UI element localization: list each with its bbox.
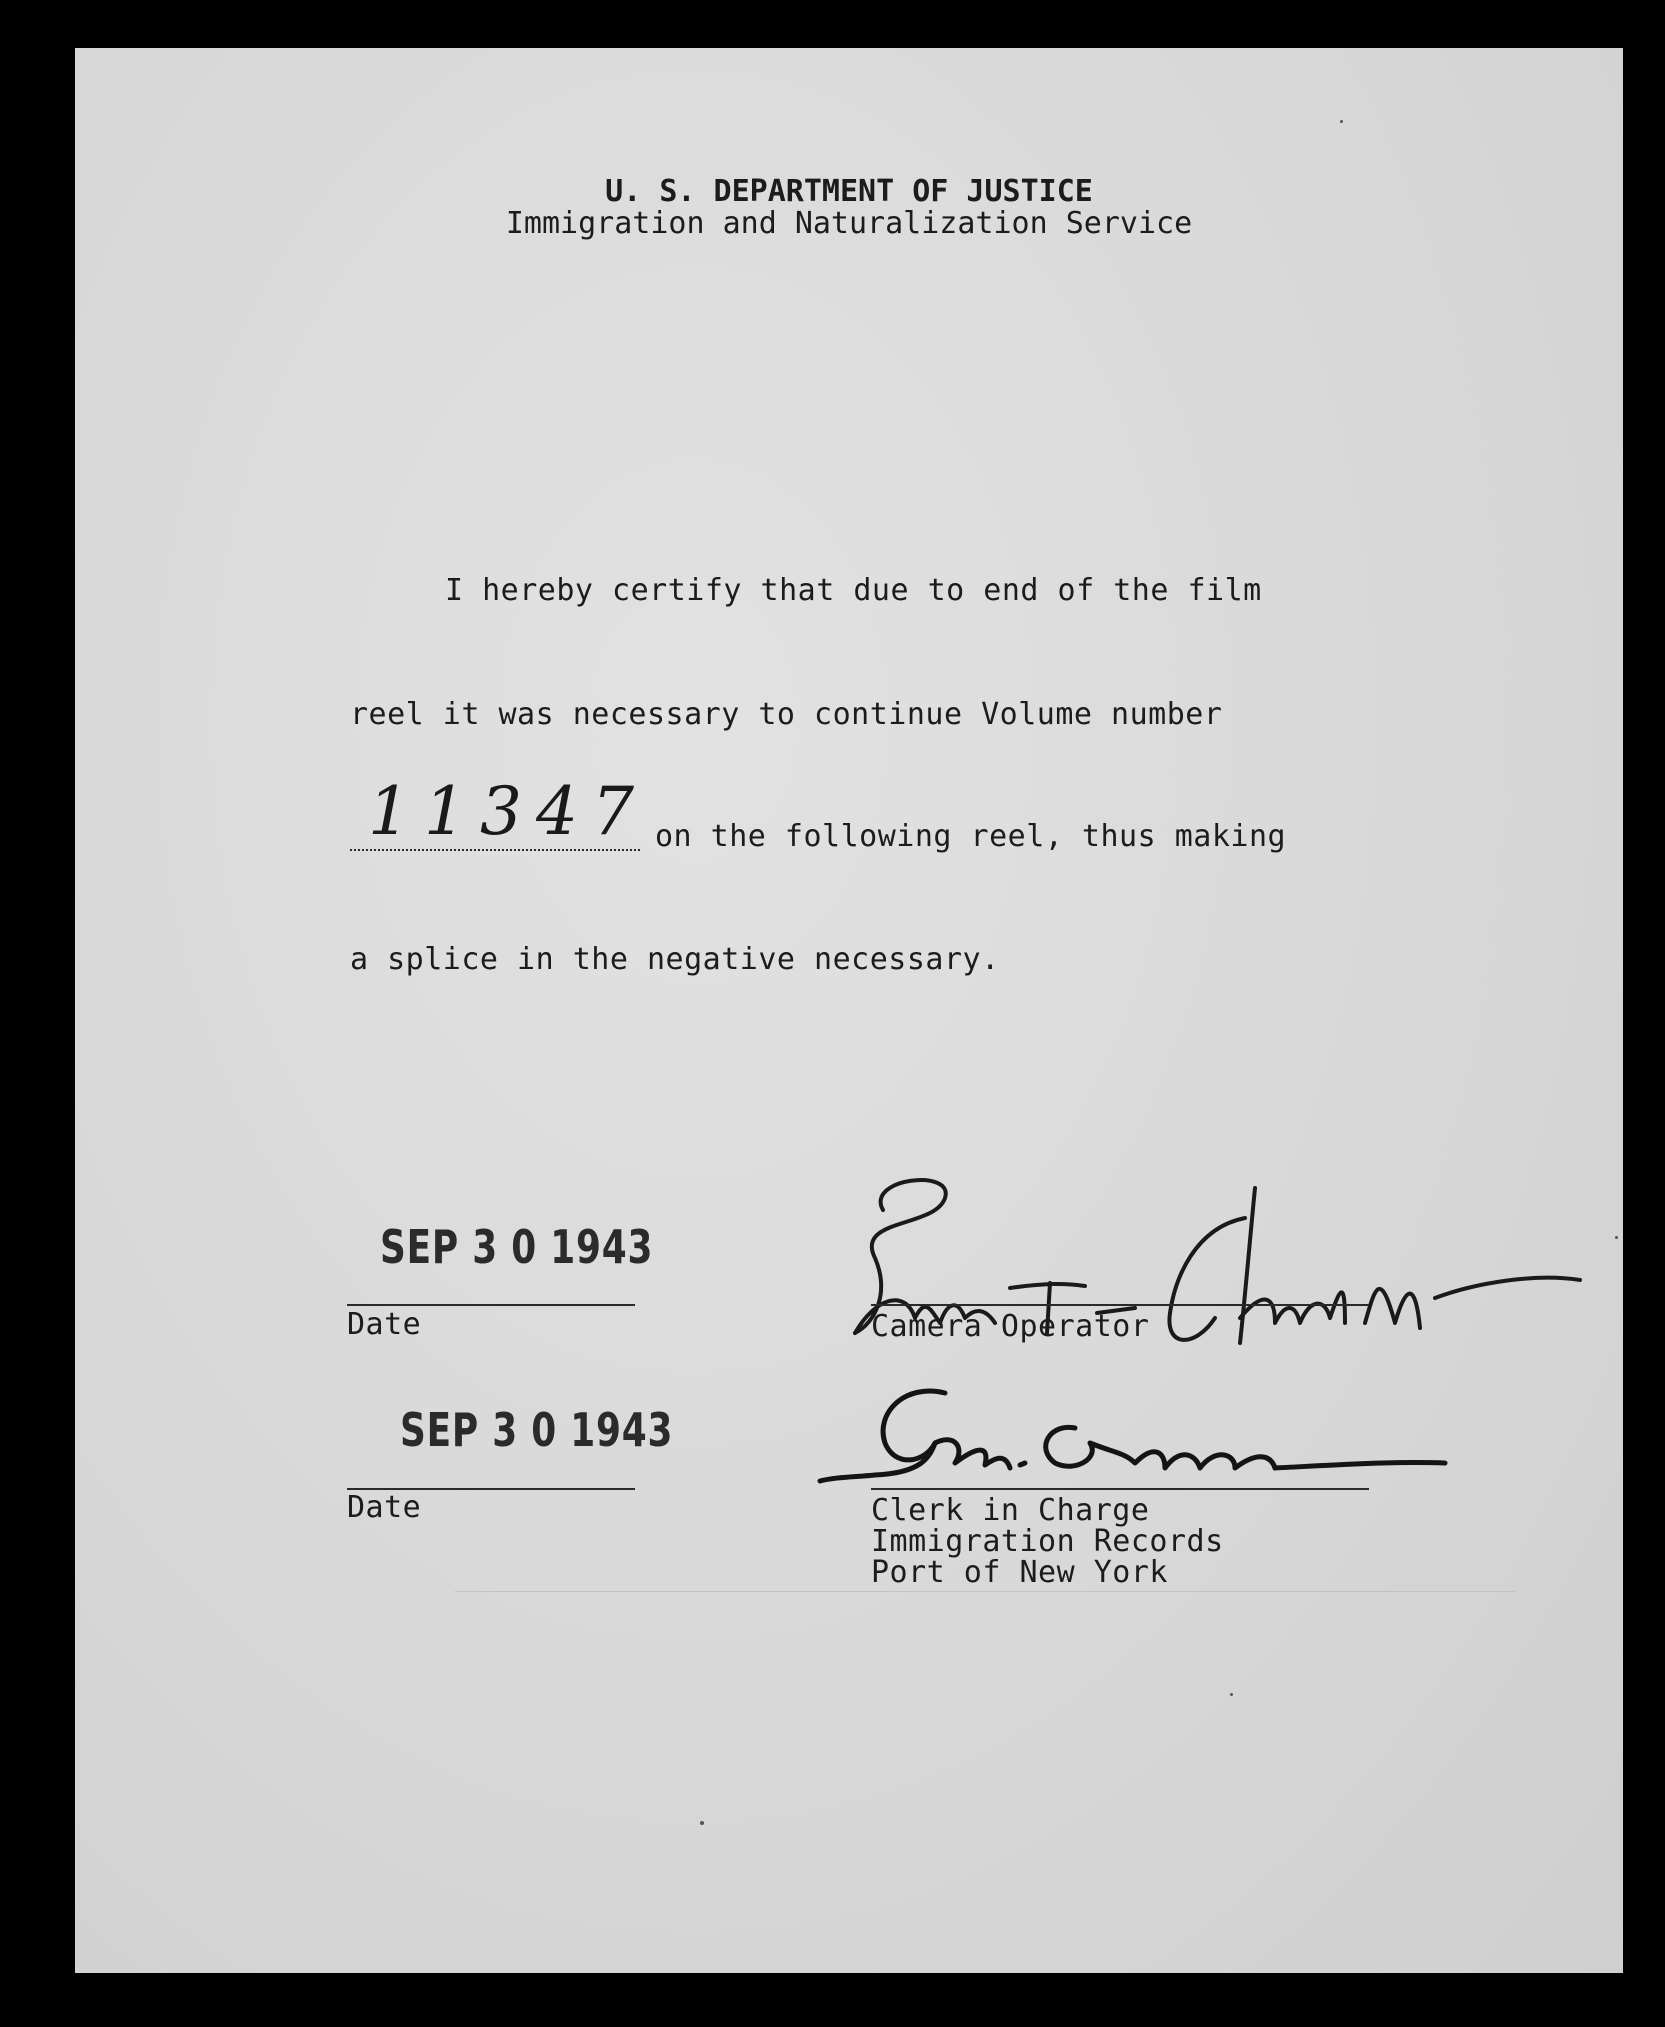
date-label-1: Date	[347, 1307, 422, 1342]
clerk-signature-line	[871, 1488, 1369, 1490]
volume-number-blank	[350, 849, 640, 851]
certify-line-2: reel it was necessary to continue Volume number	[350, 697, 1223, 732]
certify-line-3: on the following reel, thus making	[655, 819, 1287, 854]
certify-line-1: I hereby certify that due to end of the film	[445, 573, 1262, 608]
date-stamp-2: SEP 3 0 1943	[400, 1403, 674, 1457]
camera-operator-line	[871, 1304, 1369, 1306]
certify-line-4: a splice in the negative necessary.	[350, 942, 1000, 977]
dust-speck	[1230, 1693, 1233, 1696]
dust-speck	[1340, 120, 1343, 123]
faint-scan-line	[455, 1591, 1515, 1592]
clerk-title-3: Port of New York	[871, 1555, 1168, 1590]
camera-operator-label: Camera Operator	[871, 1309, 1150, 1344]
clerk-title-2: Immigration Records	[871, 1524, 1224, 1559]
dust-speck	[700, 1821, 704, 1825]
date-label-2: Date	[347, 1490, 422, 1525]
date-line-1	[347, 1304, 635, 1306]
clerk-title-1: Clerk in Charge	[871, 1493, 1150, 1528]
date-stamp-1: SEP 3 0 1943	[380, 1220, 654, 1274]
document-page	[75, 48, 1623, 1973]
dust-speck	[1615, 1236, 1618, 1239]
service-heading: Immigration and Naturalization Service	[505, 206, 1193, 241]
agency-heading: U. S. DEPARTMENT OF JUSTICE	[605, 174, 1093, 209]
volume-number-handwritten: 11347	[368, 773, 648, 850]
clerk-signature	[815, 1373, 1455, 1503]
